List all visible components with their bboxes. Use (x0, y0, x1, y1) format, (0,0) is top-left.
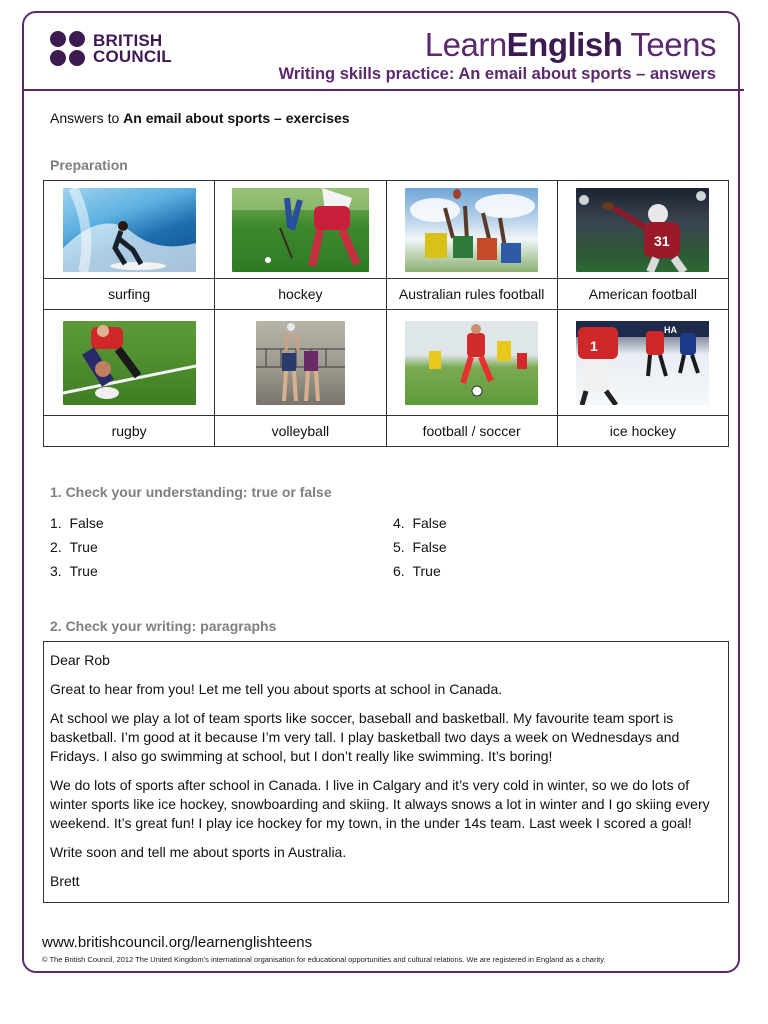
email-paragraph: Great to hear from you! Let me tell you about sports at school in Canada. (50, 681, 503, 697)
task1-heading: 1. Check your understanding: true or false (50, 484, 332, 500)
org-name-line2: COUNCIL (93, 46, 172, 66)
answer-item: 3. True (50, 563, 98, 579)
org-name-line1: BRITISH (93, 30, 163, 50)
learnenglish-teens-logo: LearnEnglish Teens (424, 26, 716, 63)
american-football-photo (576, 188, 709, 272)
field-hockey-photo (232, 188, 369, 272)
email-text-box (43, 641, 729, 903)
svg-text:31: 31 (654, 232, 670, 249)
document-title: Writing skills practice: An email about sports – answers (278, 65, 716, 83)
sport-label: American football (557, 279, 728, 310)
answer-item: 6. True (393, 563, 441, 579)
picture-cell (557, 310, 728, 416)
intro-line: Answers to An email about sports – exercises (50, 110, 350, 126)
picture-cell (386, 181, 557, 279)
sport-label: football / soccer (386, 416, 557, 447)
footer-url: www.britishcouncil.org/learnenglishteens (42, 934, 313, 951)
rugby-photo (63, 321, 196, 405)
picture-cell (386, 310, 557, 416)
answer-item: 2. True (50, 539, 98, 555)
footer-legal: © The British Council, 2012 The United Kingdom’s international organisation for educational opportunities and cultural relations. We are registered in England as a charity. (42, 955, 606, 964)
picture-cell (215, 181, 386, 279)
task2-heading: 2. Check your writing: paragraphs (50, 618, 277, 634)
sport-label: ice hockey (557, 416, 728, 447)
exercise-title: An email about sports – exercises (123, 110, 350, 126)
header-divider (22, 89, 744, 91)
preparation-heading: Preparation (50, 157, 128, 173)
answers-column-right (393, 511, 447, 583)
svg-text:1: 1 (590, 337, 599, 354)
sport-label: hockey (215, 279, 386, 310)
ice-hockey-photo (576, 321, 709, 405)
sports-picture-table (43, 180, 729, 447)
picture-cell (215, 310, 386, 416)
soccer-photo (405, 321, 538, 405)
answer-item: 4. False (393, 515, 447, 531)
email-paragraph: At school we play a lot of team sports like soccer, baseball and basketball. My favourite team sport is basketball. I’m good at it because I’m very tall. I play basketball two days a week on Wednesdays and Fridays. I also go swimming at school, but I don’t really like swimming. It’s boring! (50, 710, 680, 764)
sport-label: rugby (44, 416, 215, 447)
answers-column-left (50, 511, 104, 583)
email-paragraph: We do lots of sports after school in Canada. I live in Calgary and it’s very cold in winter, so we do lots of winter sports like ice hockey, snowboarding and skiing. It always snows a lot in winter and I go skiing every weekend. It’s great fun! I play ice hockey for my town, in the under 14s team. Last week I scored a goal! (50, 777, 710, 831)
picture-cell (44, 181, 215, 279)
surfer-photo (63, 188, 196, 272)
sport-label: Australian rules football (386, 279, 557, 310)
answer-item: 1. False (50, 515, 104, 531)
sport-label: surfing (44, 279, 215, 310)
british-council-logo (50, 31, 172, 66)
picture-cell (44, 310, 215, 416)
email-greeting: Dear Rob (50, 652, 110, 668)
british-council-dots-icon (50, 31, 85, 66)
aussie-rules-photo (405, 188, 538, 272)
svg-text:HA: HA (664, 324, 678, 335)
volleyball-photo (256, 321, 345, 405)
picture-cell (557, 181, 728, 279)
answer-item: 5. False (393, 539, 447, 555)
sport-label: volleyball (215, 416, 386, 447)
email-paragraph: Write soon and tell me about sports in Australia. (50, 844, 347, 860)
email-signature: Brett (50, 873, 80, 889)
